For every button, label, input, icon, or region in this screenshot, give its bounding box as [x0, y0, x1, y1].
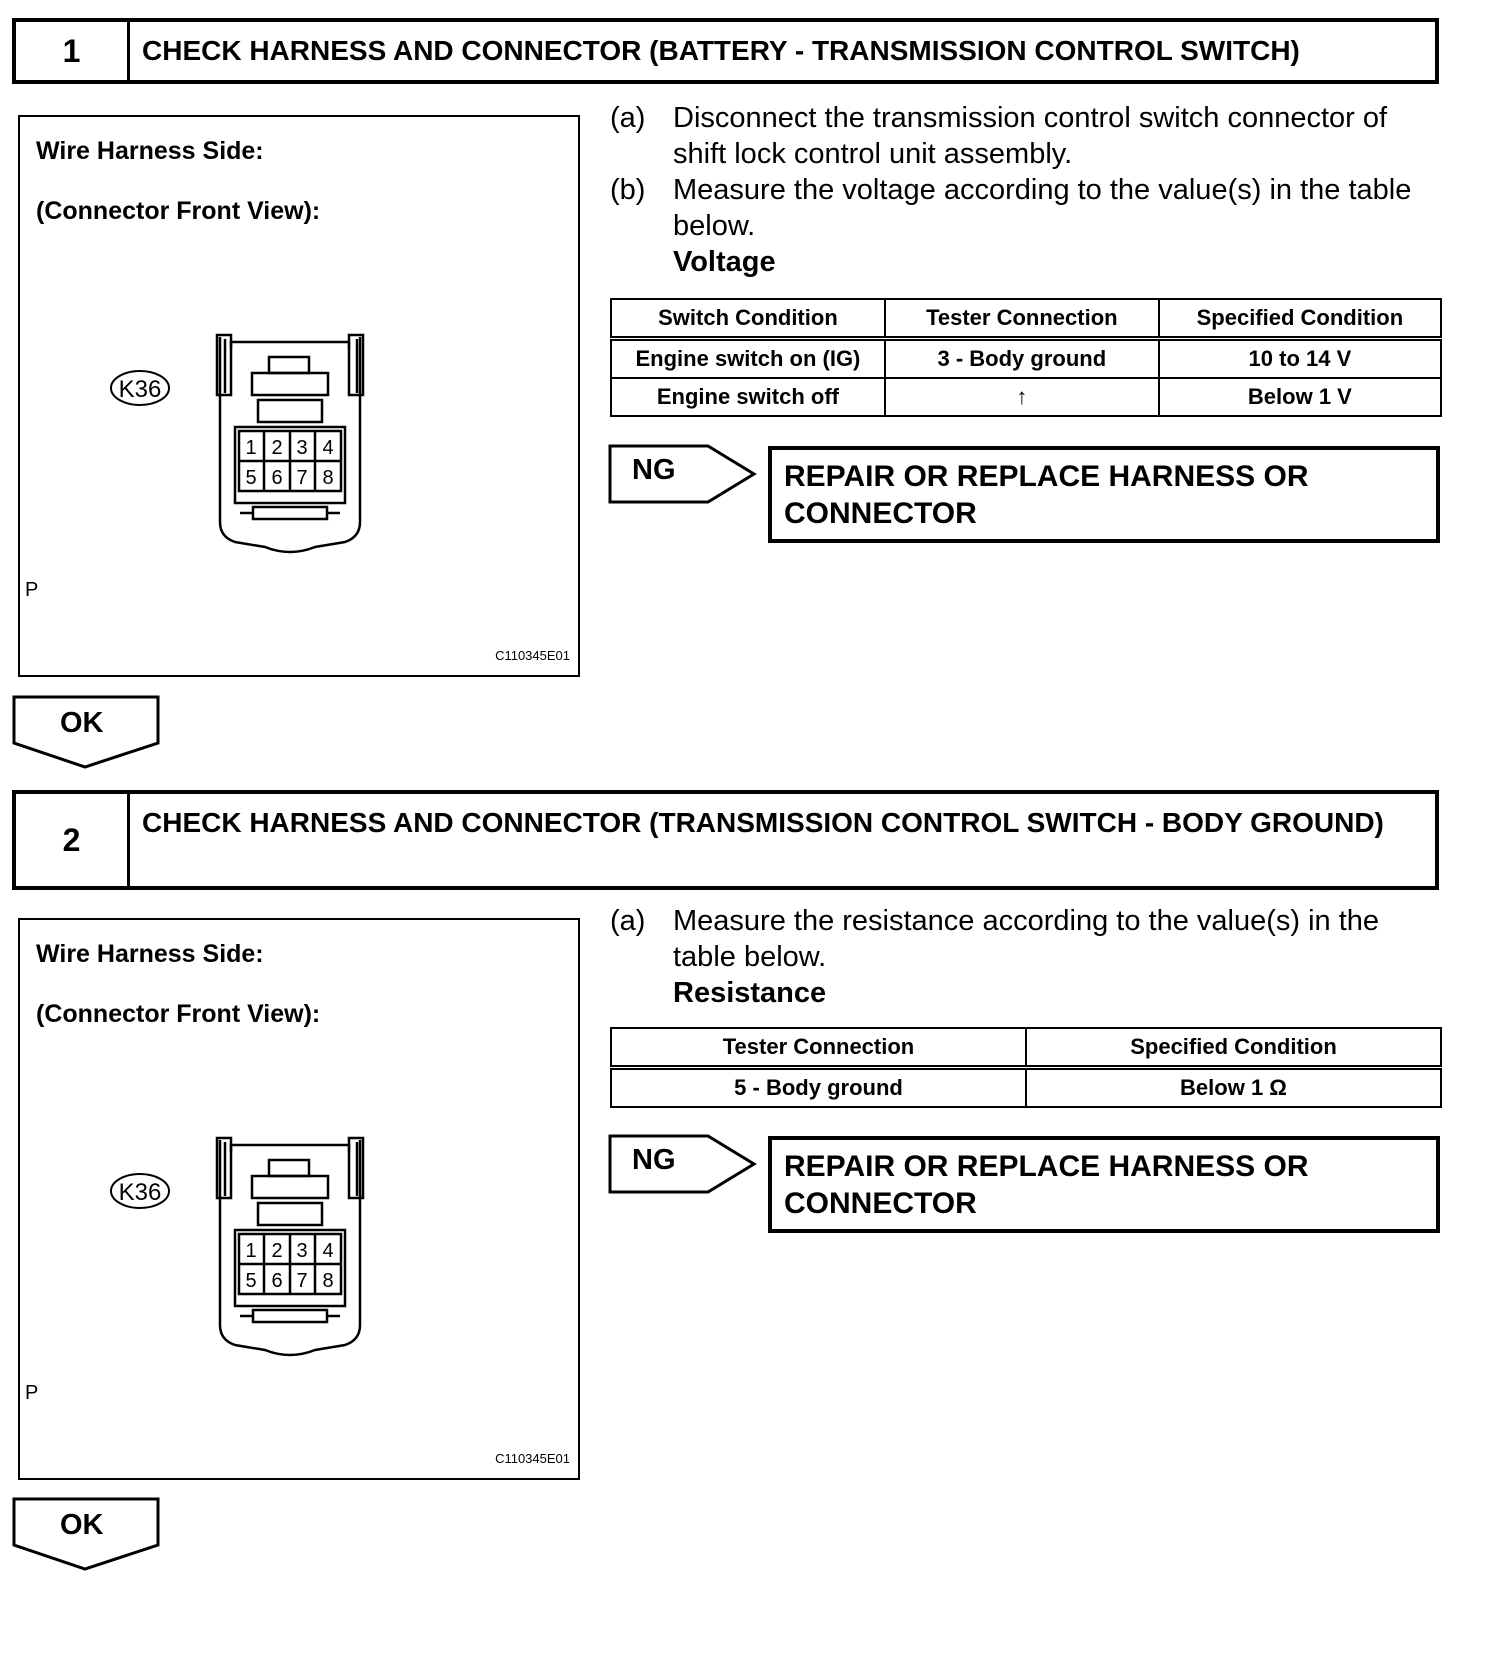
- table-header: Specified Condition: [1159, 299, 1441, 339]
- illustration-code: C110345E01: [495, 648, 570, 663]
- table-header: Tester Connection: [611, 1028, 1026, 1068]
- p-mark: P: [25, 579, 39, 601]
- pin-8: 8: [322, 467, 334, 489]
- pin-5: 5: [245, 1270, 257, 1292]
- pin-3: 3: [296, 1240, 308, 1262]
- connector-body: [217, 335, 363, 552]
- pin-6: 6: [271, 467, 283, 489]
- voltage-table: [610, 298, 1442, 417]
- pin-2: 2: [271, 1240, 283, 1262]
- instruction-text: Disconnect the transmission control switch connector of shift lock control unit assembly.: [673, 102, 1388, 170]
- connector-front-view-label: (Connector Front View):: [36, 197, 321, 225]
- pin-3: 3: [296, 437, 308, 459]
- ng-arrow-shape: [608, 444, 758, 504]
- instruction-letter: (a): [610, 905, 646, 937]
- instruction-letter: (a): [610, 102, 646, 134]
- step-1-header: [12, 18, 1439, 84]
- table-header: Tester Connection: [885, 299, 1159, 339]
- ng-label: NG: [632, 1144, 676, 1176]
- table-header: Specified Condition: [1026, 1028, 1441, 1068]
- instruction-letter: (b): [610, 174, 646, 206]
- pin-6: 6: [271, 1270, 283, 1292]
- step-1-instructions: [610, 100, 1440, 280]
- table-cell: Below 1 Ω: [1026, 1068, 1441, 1108]
- pin-7: 7: [296, 467, 308, 489]
- wire-harness-side-label: Wire Harness Side:: [36, 137, 264, 165]
- ng-action-box: REPAIR OR REPLACE HARNESS OR CONNECTOR: [768, 1136, 1440, 1233]
- step-1-number: 1: [16, 22, 130, 80]
- pin-4: 4: [322, 1240, 334, 1262]
- wire-harness-side-label: Wire Harness Side:: [36, 940, 264, 968]
- ng-arrow-shape: [608, 1134, 758, 1194]
- ng-action-box: REPAIR OR REPLACE HARNESS OR CONNECTOR: [768, 446, 1440, 543]
- table-row: [611, 378, 1441, 416]
- table-row: [611, 339, 1441, 379]
- step-2-illustration: [18, 918, 580, 1480]
- connector-front-view-label: (Connector Front View):: [36, 1000, 321, 1028]
- table-cell: 3 - Body ground: [885, 339, 1159, 379]
- step-1-title: CHECK HARNESS AND CONNECTOR (BATTERY - TRANSMISSION CONTROL SWITCH): [142, 35, 1300, 66]
- illustration-code: C110345E01: [495, 1451, 570, 1466]
- pin-2: 2: [271, 437, 283, 459]
- table-cell: 5 - Body ground: [611, 1068, 1026, 1108]
- pin-1: 1: [245, 437, 257, 459]
- connector-id-label: K36: [118, 376, 162, 403]
- table-cell: 10 to 14 V: [1159, 339, 1441, 379]
- instruction-item: [610, 903, 1440, 975]
- pin-1: 1: [245, 1240, 257, 1262]
- table-cell: ↑: [885, 378, 1159, 416]
- connector-body: [217, 1138, 363, 1355]
- ng-arrow: [608, 1134, 758, 1194]
- table-cell: Engine switch on (IG): [611, 339, 885, 379]
- step-1-illustration: [18, 115, 580, 677]
- table-title: Resistance: [673, 977, 827, 1009]
- ng-label: NG: [632, 454, 676, 486]
- connector-diagram: [20, 920, 578, 1478]
- pin-4: 4: [322, 437, 334, 459]
- table-header: Switch Condition: [611, 299, 885, 339]
- table-cell: Engine switch off: [611, 378, 885, 416]
- step-2-header: [12, 790, 1439, 890]
- pin-7: 7: [296, 1270, 308, 1292]
- ok-arrow: [12, 1497, 160, 1572]
- p-mark: P: [25, 1382, 39, 1404]
- ok-label: OK: [60, 707, 104, 739]
- ok-arrow: [12, 695, 160, 770]
- pin-8: 8: [322, 1270, 334, 1292]
- step-2-instructions: [610, 903, 1440, 1011]
- connector-id-label: K36: [118, 1179, 162, 1206]
- instruction-text: Measure the resistance according to the value(s) in the table below.: [673, 905, 1380, 973]
- table-cell: Below 1 V: [1159, 378, 1441, 416]
- connector-diagram: [20, 117, 578, 675]
- table-title: Voltage: [673, 246, 776, 278]
- pin-5: 5: [245, 467, 257, 489]
- step-2-title: CHECK HARNESS AND CONNECTOR (TRANSMISSION CONTROL SWITCH - BODY GROUND): [142, 807, 1384, 838]
- instruction-item: [610, 100, 1440, 172]
- instruction-text: Measure the voltage according to the value(s) in the table below.: [673, 174, 1412, 242]
- ng-arrow: [608, 444, 758, 504]
- instruction-item: [610, 172, 1440, 244]
- step-2-number: 2: [16, 794, 130, 886]
- ok-label: OK: [60, 1509, 104, 1541]
- resistance-table: [610, 1027, 1442, 1108]
- table-row: [611, 1068, 1441, 1108]
